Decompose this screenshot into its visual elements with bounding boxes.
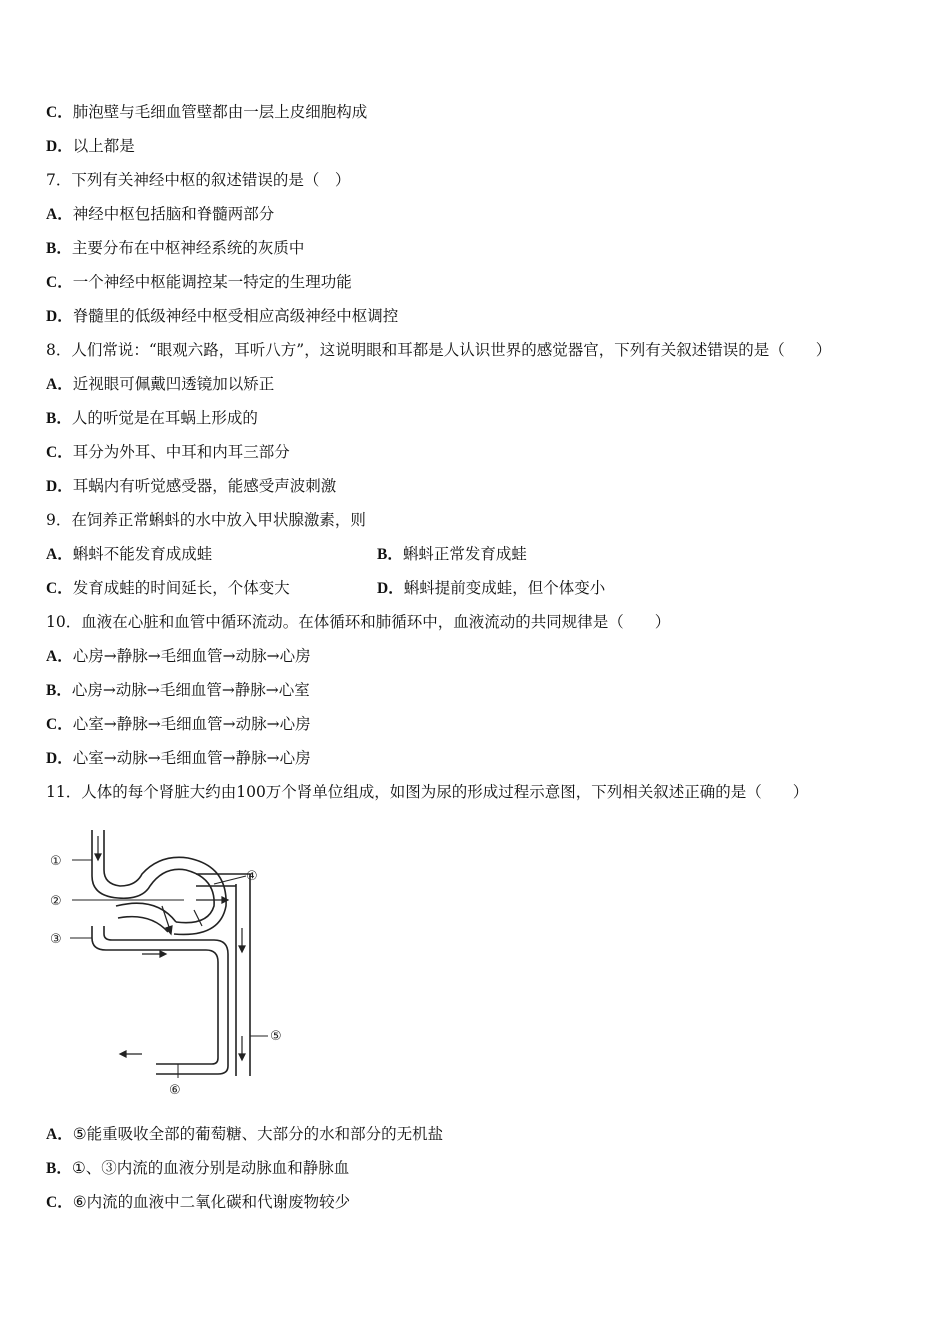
option-text: 蝌蚪正常发育成蛙	[402, 545, 527, 563]
option-text: ⑥内流的血液中二氧化碳和代谢废物较少	[72, 1193, 351, 1211]
option-letter: B．	[46, 682, 72, 699]
option-10d	[46, 748, 311, 769]
option-10b	[46, 680, 310, 701]
option-text: 近视眼可佩戴凹透镜加以矫正	[72, 375, 275, 393]
option-11a	[46, 1124, 443, 1145]
option-letter: C．	[46, 274, 73, 291]
question-8: 8．人们常说：“眼观六路，耳听八方”，这说明眼和耳都是人认识世界的感觉器官，下列有关叙述错误的是（ ）	[46, 341, 832, 359]
option-10a	[46, 646, 311, 667]
option-8a	[46, 374, 274, 395]
nephron-diagram	[46, 826, 296, 1098]
option-9a	[46, 544, 212, 565]
option-letter: B．	[377, 546, 403, 563]
option-6d	[46, 136, 135, 157]
option-text: 神经中枢包括脑和脊髓两部分	[72, 205, 275, 223]
option-10c	[46, 714, 311, 735]
option-letter: D．	[46, 750, 73, 767]
label-1: ①	[50, 854, 62, 869]
option-letter: B．	[46, 1160, 72, 1177]
option-text: 肺泡壁与毛细血管壁都由一层上皮细胞构成	[72, 103, 368, 121]
question-11: 11．人体的每个肾脏大约由100万个肾单位组成，如图为尿的形成过程示意图，下列相关叙述正确的是（ ）	[46, 783, 809, 801]
question-10: 10．血液在心脏和血管中循环流动。在体循环和肺循环中，血液流动的共同规律是（ ）	[46, 613, 671, 631]
option-text: 蝌蚪提前变成蛙，但个体变小	[403, 579, 606, 597]
option-9b	[377, 544, 527, 565]
option-text: 发育成蛙的时间延长，个体变大	[72, 579, 290, 597]
option-text: 耳蜗内有听觉感受器，能感受声波刺激	[72, 477, 337, 495]
option-letter: C．	[46, 104, 73, 121]
option-letter: B．	[46, 240, 72, 257]
option-8d	[46, 476, 336, 497]
option-letter: C．	[46, 444, 73, 461]
option-7c	[46, 272, 352, 293]
option-7b	[46, 238, 304, 259]
label-5: ⑤	[270, 1029, 282, 1044]
option-letter: A．	[46, 1126, 73, 1143]
option-8c	[46, 442, 290, 463]
label-6: ⑥	[169, 1083, 181, 1098]
option-letter: C．	[46, 1194, 73, 1211]
option-8b	[46, 408, 258, 429]
option-letter: D．	[377, 580, 404, 597]
option-letter: D．	[46, 138, 73, 155]
label-4: ④	[246, 869, 258, 884]
option-letter: A．	[46, 376, 73, 393]
nephron-tubules	[92, 830, 250, 1076]
option-11b	[46, 1158, 349, 1179]
option-text: 脊髓里的低级神经中枢受相应高级神经中枢调控	[72, 307, 399, 325]
option-letter: D．	[46, 478, 73, 495]
option-text: 耳分为外耳、中耳和内耳三部分	[72, 443, 290, 461]
option-text: ⑤能重吸收全部的葡萄糖、大部分的水和部分的无机盐	[72, 1125, 444, 1143]
option-7d	[46, 306, 398, 327]
option-9d	[377, 578, 605, 599]
option-text: 心室→静脉→毛细血管→动脉→心房	[72, 715, 311, 733]
option-letter: A．	[46, 648, 73, 665]
option-text: 心室→动脉→毛细血管→静脉→心房	[72, 749, 311, 767]
option-6c	[46, 102, 367, 123]
option-text: 心房→动脉→毛细血管→静脉→心室	[71, 681, 310, 699]
option-letter: B．	[46, 410, 72, 427]
option-letter: C．	[46, 580, 73, 597]
flow-arrows	[95, 836, 245, 1060]
option-letter: A．	[46, 546, 73, 563]
option-text: 心房→静脉→毛细血管→动脉→心房	[72, 647, 311, 665]
option-text: 一个神经中枢能调控某一特定的生理功能	[72, 273, 352, 291]
option-text: 人的听觉是在耳蜗上形成的	[71, 409, 258, 427]
option-text: 以上都是	[72, 137, 135, 155]
option-text: ①、③内流的血液分别是动脉血和静脉血	[71, 1159, 350, 1177]
option-11c	[46, 1192, 350, 1213]
label-3: ③	[50, 932, 62, 947]
option-9c	[46, 578, 290, 599]
option-text: 主要分布在中枢神经系统的灰质中	[71, 239, 305, 257]
option-letter: C．	[46, 716, 73, 733]
question-9: 9．在饲养正常蝌蚪的水中放入甲状腺激素，则	[46, 511, 366, 529]
option-letter: D．	[46, 308, 73, 325]
option-text: 蝌蚪不能发育成成蛙	[72, 545, 213, 563]
option-7a	[46, 204, 274, 225]
question-7: 7．下列有关神经中枢的叙述错误的是（ ）	[46, 171, 351, 189]
label-2: ②	[50, 894, 62, 909]
option-letter: A．	[46, 206, 73, 223]
